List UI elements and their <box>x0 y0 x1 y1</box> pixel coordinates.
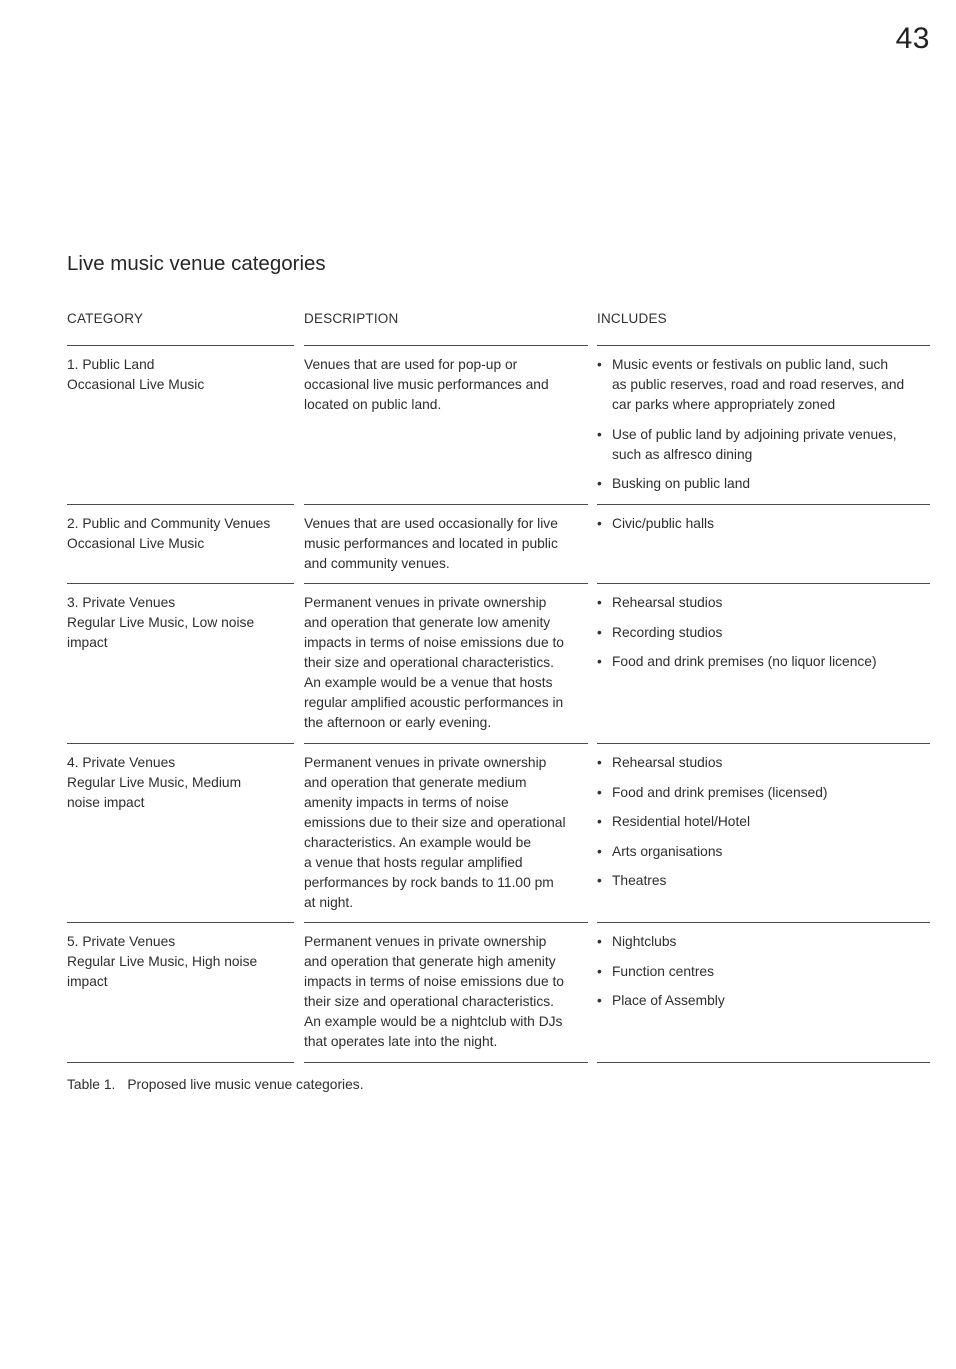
cell-line: impacts in terms of noise emissions due to <box>304 974 564 989</box>
list-item-line: as public reserves, road and road reserves, and <box>612 377 905 392</box>
table-rule <box>597 345 930 346</box>
table-rule <box>597 583 930 584</box>
table-rule <box>597 743 930 744</box>
cell-line: and operation that generate medium <box>304 775 527 790</box>
list-item <box>597 514 930 534</box>
cell-line: An example would be a nightclub with DJs <box>304 1014 563 1029</box>
cell-line: located on public land. <box>304 397 442 412</box>
list-item <box>597 932 930 952</box>
cell-line: and operation that generate low amenity <box>304 615 551 630</box>
cell-line: a venue that hosts regular amplified <box>304 855 523 870</box>
includes-list <box>597 593 930 672</box>
header-description: DESCRIPTION <box>304 311 399 326</box>
table-cell-category <box>67 932 294 992</box>
table-cell-category <box>67 355 294 395</box>
cell-line: amenity impacts in terms of noise <box>304 795 509 810</box>
list-item-line: • Civic/public halls <box>612 516 714 531</box>
cell-line: Regular Live Music, High noise <box>67 954 258 969</box>
table-cell-description <box>304 593 588 733</box>
cell-line: occasional live music performances and <box>304 377 549 392</box>
header-category: CATEGORY <box>67 311 144 326</box>
list-item <box>597 425 930 465</box>
cell-line: the afternoon or early evening. <box>304 715 492 730</box>
table-cell-category <box>67 753 294 813</box>
cell-line: 5. Private Venues <box>67 934 176 949</box>
cell-line: Venues that are used for pop-up or <box>304 357 518 372</box>
table-rule <box>67 583 294 584</box>
table-cell-description <box>304 753 588 913</box>
table-rule <box>304 583 588 584</box>
list-item <box>597 812 930 832</box>
table-rule <box>304 504 588 505</box>
table-cell-description <box>304 514 588 574</box>
list-item <box>597 991 930 1011</box>
cell-line: 1. Public Land <box>67 357 155 372</box>
table-cell-includes <box>597 355 930 504</box>
list-item-line: such as alfresco dining <box>612 446 753 462</box>
list-item <box>597 842 930 862</box>
list-item-line: • Recording studios <box>612 624 723 640</box>
cell-line: music performances and located in public <box>304 536 558 551</box>
list-item-line: • Rehearsal studios <box>612 595 723 610</box>
cell-line: Permanent venues in private ownership <box>304 934 547 949</box>
list-item-line: car parks where appropriately zoned <box>612 397 836 412</box>
table-rule <box>304 922 588 923</box>
cell-line: Occasional Live Music <box>67 536 205 551</box>
list-item-line: • Nightclubs <box>612 934 677 949</box>
table-cell-category <box>67 593 294 653</box>
list-item <box>597 652 930 672</box>
table-rule <box>67 922 294 923</box>
table-caption <box>67 1077 364 1092</box>
cell-line: Permanent venues in private ownership <box>304 595 547 610</box>
table-cell-includes <box>597 514 930 544</box>
list-item <box>597 962 930 982</box>
list-item <box>597 474 930 494</box>
table-rule <box>304 345 588 346</box>
cell-line: Permanent venues in private ownership <box>304 755 547 770</box>
cell-line: impacts in terms of noise emissions due to <box>304 635 564 650</box>
table-rule <box>67 504 294 505</box>
includes-list <box>597 932 930 1011</box>
table-cell-includes <box>597 593 930 682</box>
list-item-line: • Busking on public land <box>612 476 751 491</box>
cell-line: Venues that are used occasionally for live <box>304 516 558 531</box>
cell-line: impact <box>67 635 108 650</box>
list-item-line: • Theatres <box>612 873 667 888</box>
section-title: Live music venue categories <box>67 252 326 275</box>
list-item-line: • Function centres <box>612 963 714 979</box>
table-rule <box>67 743 294 744</box>
cell-line: regular amplified acoustic performances in <box>304 695 564 710</box>
table-rule <box>597 1062 930 1063</box>
table-rule <box>67 1062 294 1063</box>
table-rule <box>597 504 930 505</box>
cell-line: that operates late into the night. <box>304 1034 498 1049</box>
cell-line: 3. Private Venues <box>67 595 176 610</box>
list-item-line: • Arts organisations <box>612 843 723 859</box>
table-cell-description <box>304 932 588 1052</box>
cell-line: emissions due to their size and operational <box>304 815 566 830</box>
caption-text: Proposed live music venue categories. <box>127 1077 364 1092</box>
list-item-line: • Rehearsal studios <box>612 755 723 770</box>
cell-line: Occasional Live Music <box>67 377 205 392</box>
table-cell-description <box>304 355 588 415</box>
cell-line: 4. Private Venues <box>67 755 176 770</box>
table-cell-includes <box>597 753 930 901</box>
cell-line: at night. <box>304 895 354 910</box>
table-rule <box>304 743 588 744</box>
includes-list <box>597 753 930 891</box>
list-item-line: • Food and drink premises (licensed) <box>612 784 828 800</box>
cell-line: Regular Live Music, Medium <box>67 775 242 790</box>
cell-line: impact <box>67 974 108 989</box>
cell-line: noise impact <box>67 795 145 810</box>
page-number: 43 <box>895 22 930 55</box>
table-rule <box>304 1062 588 1063</box>
table-cell-category <box>67 514 294 554</box>
includes-list <box>597 355 930 494</box>
list-item <box>597 355 930 415</box>
cell-line: performances by rock bands to 11.00 pm <box>304 875 554 890</box>
list-item-line: • Use of public land by adjoining private venues, <box>612 426 897 442</box>
list-item-line: • Residential hotel/Hotel <box>612 814 751 829</box>
list-item <box>597 871 930 891</box>
list-item <box>597 593 930 613</box>
cell-line: 2. Public and Community Venues <box>67 516 271 531</box>
cell-line: Regular Live Music, Low noise <box>67 615 255 630</box>
cell-line: their size and operational characteristics. <box>304 655 555 670</box>
includes-list <box>597 514 930 534</box>
list-item-line: • Food and drink premises (no liquor licence) <box>612 654 877 669</box>
cell-line: and operation that generate high amenity <box>304 954 556 969</box>
cell-line: An example would be a venue that hosts <box>304 675 553 690</box>
cell-line: characteristics. An example would be <box>304 835 531 850</box>
list-item-line: • Music events or festivals on public land, such <box>612 357 889 372</box>
header-includes: INCLUDES <box>597 311 667 326</box>
cell-line: and community venues. <box>304 556 450 571</box>
list-item <box>597 623 930 643</box>
table-rule <box>597 922 930 923</box>
cell-line: their size and operational characteristics. <box>304 994 555 1009</box>
table-rule <box>67 345 294 346</box>
list-item-line: • Place of Assembly <box>612 993 725 1008</box>
caption-number: Table 1. <box>67 1077 116 1092</box>
table-cell-includes <box>597 932 930 1021</box>
list-item <box>597 783 930 803</box>
list-item <box>597 753 930 773</box>
